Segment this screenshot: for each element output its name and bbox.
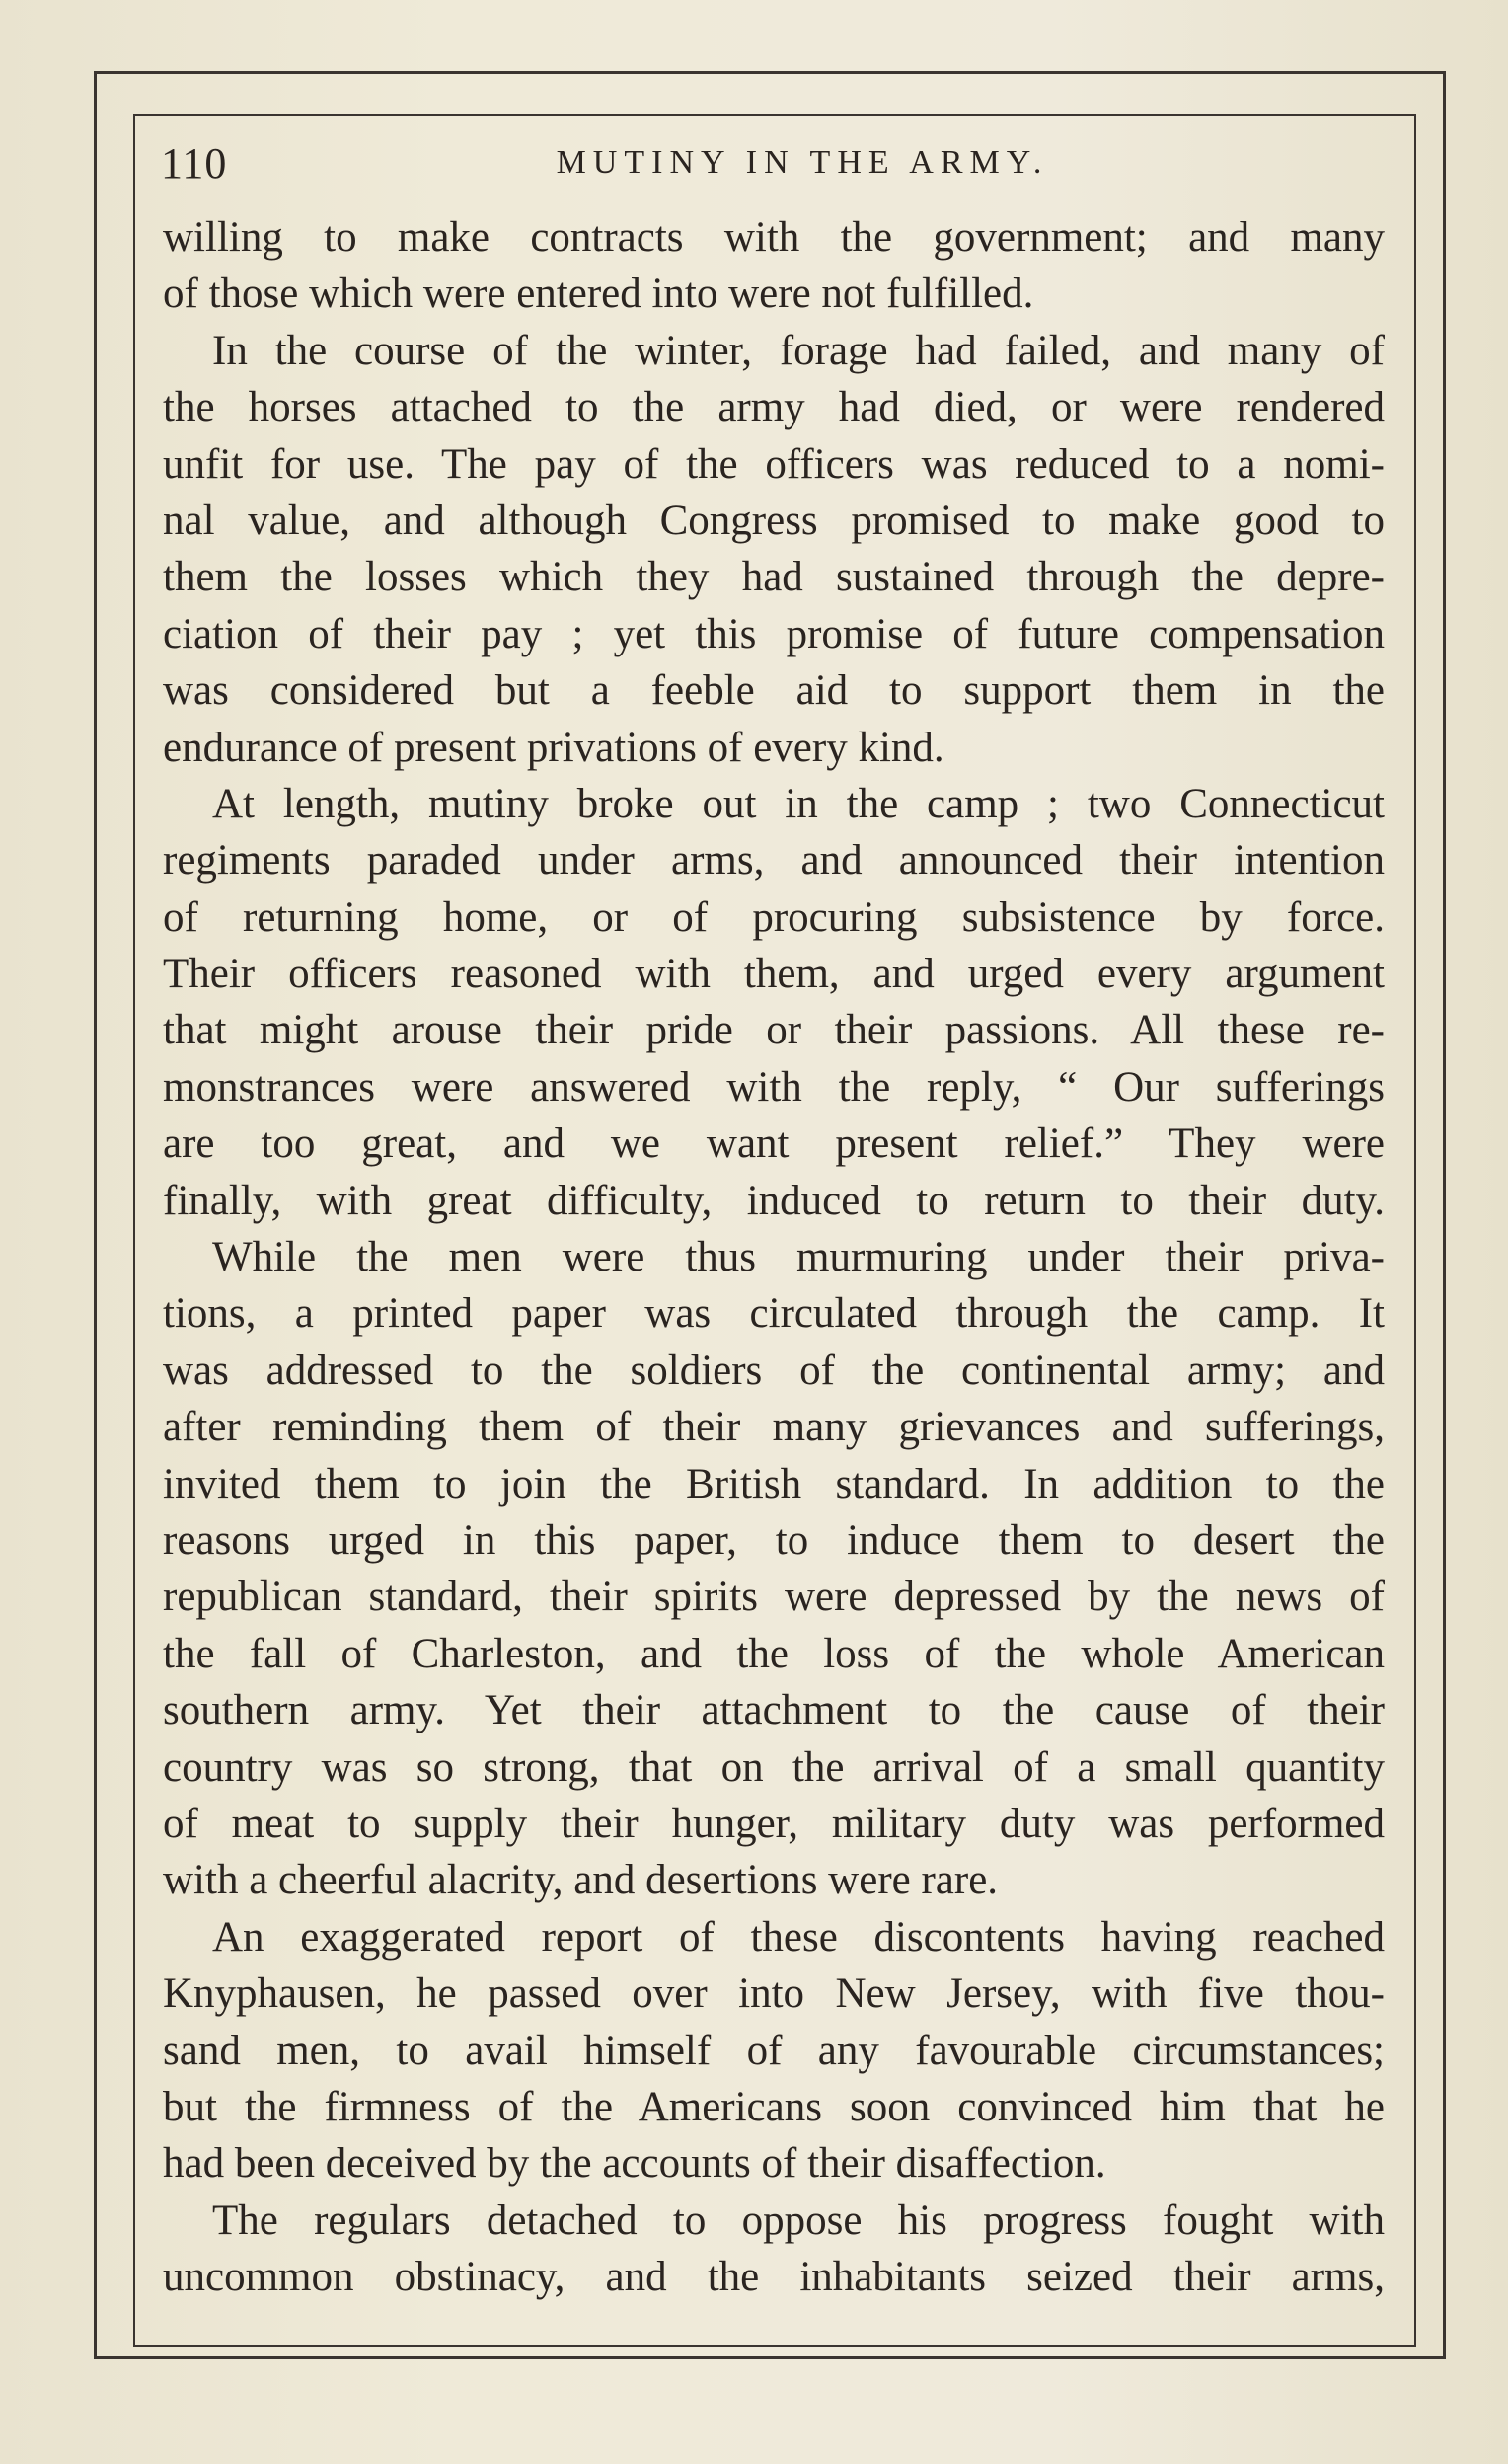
text-line: are too great, and we want present relief.” They were <box>163 1120 1385 1168</box>
text-line: was addressed to the soldiers of the continental army; and <box>163 1347 1385 1394</box>
text-line: republican standard, their spirits were depressed by the news of <box>163 1574 1385 1621</box>
text-line: of meat to supply their hunger, military duty was performed <box>163 1800 1385 1847</box>
text-line: of returning home, or of procuring subsistence by force. <box>163 893 1385 941</box>
page-number: 110 <box>161 139 228 188</box>
running-head: MUTINY IN THE ARMY. <box>556 144 1049 181</box>
text-line: with a cheerful alacrity, and desertions were rare. <box>163 1857 999 1904</box>
text-line: that might arouse their pride or their passions. All these re- <box>163 1007 1385 1054</box>
text-line: The regulars detached to oppose his progress fought with <box>212 2196 1385 2244</box>
paragraph <box>163 776 1385 1229</box>
text-line: uncommon obstinacy, and the inhabitants seized their arms, <box>163 2254 1385 2301</box>
paragraph <box>163 2193 1385 2306</box>
text-line: finally, with great difficulty, induced to return to their duty. <box>163 1177 1385 1224</box>
text-line: Their officers reasoned with them, and urged every argument <box>163 951 1385 998</box>
text-line: unfit for use. The pay of the officers was reduced to a nomi- <box>163 440 1385 488</box>
text-line: had been deceived by the accounts of their disaffection. <box>163 2140 1106 2188</box>
text-line: An exaggerated report of these discontents having reached <box>212 1913 1385 1961</box>
text-line: monstrances were answered with the reply, “ Our sufferings <box>163 1063 1385 1111</box>
page-header <box>161 138 1385 188</box>
text-line: them the losses which they had sustained through the depre- <box>163 554 1385 601</box>
text-line: endurance of present privations of every kind. <box>163 724 944 771</box>
text-line: In the course of the winter, forage had failed, and many of <box>212 327 1385 374</box>
paragraph <box>163 209 1385 323</box>
text-line: At length, mutiny broke out in the camp ; two Connecticut <box>212 780 1385 827</box>
text-line: was considered but a feeble aid to support them in the <box>163 667 1385 715</box>
text-line: regiments paraded under arms, and announced their intention <box>163 837 1385 885</box>
text-line: the horses attached to the army had died, or were rendered <box>163 384 1385 431</box>
text-line: Knyphausen, he passed over into New Jersey, with five thou- <box>163 1970 1385 2018</box>
body-text <box>163 209 1385 2305</box>
paragraph <box>163 323 1385 776</box>
text-line: nal value, and although Congress promised to make good to <box>163 497 1385 544</box>
text-line: While the men were thus murmuring under their priva- <box>212 1234 1385 1281</box>
text-line: ciation of their pay ; yet this promise of future compensation <box>163 610 1385 657</box>
text-line: willing to make contracts with the government; and many <box>163 214 1385 261</box>
paragraph <box>163 1909 1385 2193</box>
text-line: reasons urged in this paper, to induce them to desert the <box>163 1516 1385 1564</box>
text-line: sand men, to avail himself of any favourable circumstances; <box>163 2027 1385 2074</box>
text-line: tions, a printed paper was circulated through the camp. It <box>163 1290 1385 1338</box>
text-line: southern army. Yet their attachment to the cause of their <box>163 1687 1385 1734</box>
text-line: after reminding them of their many grievances and sufferings, <box>163 1404 1385 1451</box>
text-line: but the firmness of the Americans soon convinced him that he <box>163 2083 1385 2130</box>
text-line: of those which were entered into were not fulfilled. <box>163 270 1034 318</box>
text-line: invited them to join the British standard. In addition to the <box>163 1460 1385 1507</box>
text-line: country was so strong, that on the arrival of a small quantity <box>163 1743 1385 1791</box>
paragraph <box>163 1229 1385 1909</box>
text-line: the fall of Charleston, and the loss of the whole American <box>163 1630 1385 1677</box>
